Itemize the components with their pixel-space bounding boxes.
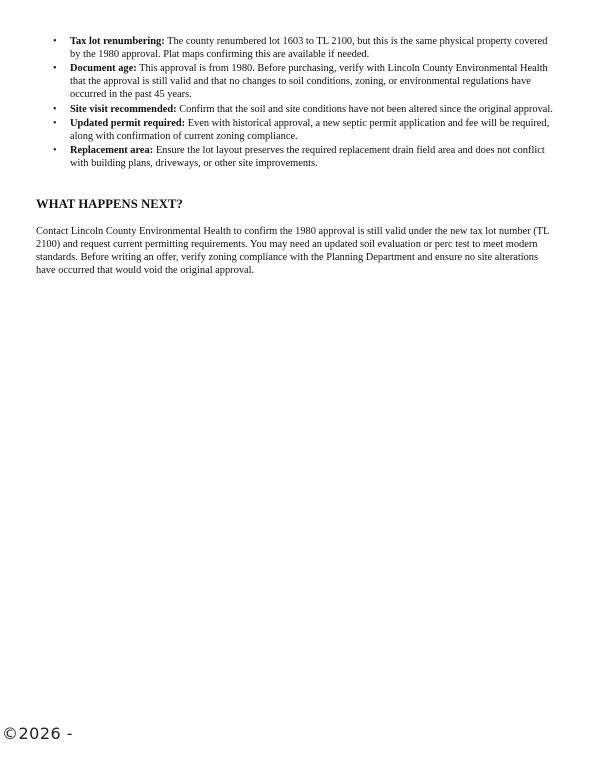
bullet-icon: • <box>53 117 57 129</box>
list-item-text: Ensure the lot layout preserves the required replacement drain field area and does not conflict with building plans, driveways, or other site improvements. <box>70 145 545 170</box>
list-item <box>36 145 556 171</box>
notes-list <box>36 36 556 173</box>
list-item-label: Document age: <box>70 63 137 75</box>
list-item-label: Updated permit required: <box>70 117 186 129</box>
list-item-text: This approval is from 1980. Before purchasing, verify with Lincoln County Environmental Health that the approval is still valid and that no changes to soil conditions, zoning, or environmental regulations have occurred in the past 45 years. <box>70 63 548 101</box>
list-item-text: The county renumbered lot 1603 to TL 2100, but this is the same physical property covered by the 1980 approval. Plat maps confirming this are available if needed. <box>70 36 548 60</box>
list-item-label: Tax lot renumbering: <box>70 36 165 47</box>
list-item-label: Replacement area: <box>70 145 154 157</box>
list-item <box>36 63 556 102</box>
list-item <box>36 104 556 117</box>
list-item <box>36 118 556 144</box>
list-item-label: Site visit recommended: <box>70 103 177 115</box>
bullet-icon: • <box>53 145 57 157</box>
body-paragraph: Contact Lincoln County Environmental Health to confirm the 1980 approval is still valid under the new tax lot number (TL 2100) and request current permitting requirements. You may need an updated soil evaluation or perc test to meet modern standards. Before writing an offer, verify zoning compliance with the Planning Department and ensure no site alterations have occurred that would void the original approval. <box>36 226 549 276</box>
section-heading: WHAT HAPPENS NEXT? <box>36 197 183 211</box>
bullet-icon: • <box>53 36 57 47</box>
list-item <box>36 36 556 62</box>
bullet-icon: • <box>53 63 57 75</box>
bullet-icon: • <box>53 103 57 115</box>
list-item-text: Even with historical approval, a new septic permit application and fee will be required, along with confirmation of current zoning compliance. <box>70 117 550 142</box>
copyright-footer: ©2026 - <box>2 724 74 743</box>
list-item-text: Confirm that the soil and site conditions have not been altered since the original approval. <box>179 103 553 115</box>
